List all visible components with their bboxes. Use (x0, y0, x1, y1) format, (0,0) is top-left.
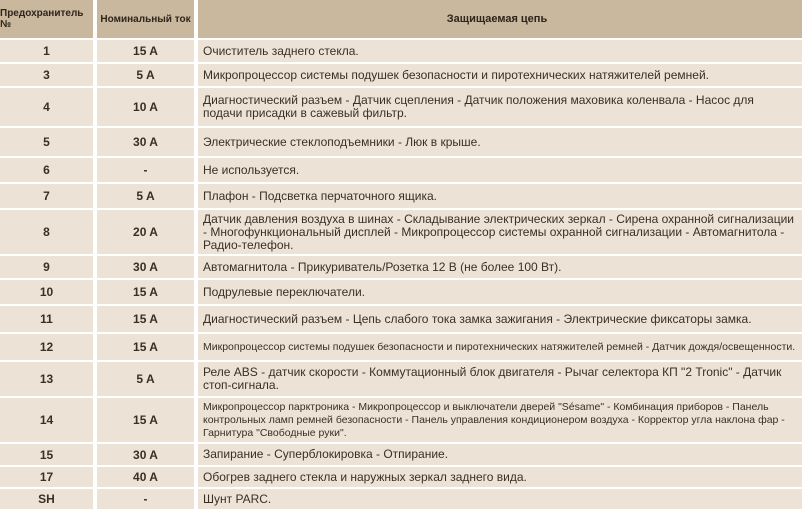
table-row (0, 467, 802, 487)
circuit-text: Диагностический разъем - Датчик сцепления - Датчик положения маховика коленвала - Насос для подачи присадки в сажевый фильтр. (203, 93, 754, 120)
fuse-circuit (198, 306, 802, 332)
circuit-text: Микропроцессор системы подушек безопасности и пиротехнических натяжителей ремней - Датчик дождя/освещенности. (203, 340, 796, 353)
fuse-circuit (198, 128, 802, 156)
fuse-number: 8 (0, 210, 93, 254)
table-row (0, 158, 802, 182)
fuse-circuit (198, 489, 802, 509)
circuit-text: Не используется. (203, 162, 300, 177)
fuse-number: 4 (0, 88, 93, 126)
fuse-circuit (198, 158, 802, 182)
fuse-number: 13 (0, 362, 93, 396)
fuse-rating: 10 A (97, 88, 194, 126)
fuse-rating: - (97, 489, 194, 509)
fuse-rating: 5 A (97, 362, 194, 396)
circuit-text: Автомагнитола - Прикуриватель/Розетка 12 В (не более 100 Вт). (203, 259, 562, 274)
fuse-circuit (198, 88, 802, 126)
fuse-circuit (198, 210, 802, 254)
fuse-rating: 15 A (97, 40, 194, 62)
fuse-rating: 30 A (97, 128, 194, 156)
fuse-number: 15 (0, 444, 93, 465)
table-row (0, 128, 802, 156)
circuit-text: Микропроцессор системы подушек безопасности и пиротехнических натяжителей ремней. (203, 67, 709, 82)
fuse-circuit (198, 362, 802, 396)
fuse-rating: 5 A (97, 184, 194, 208)
fuse-circuit (198, 280, 802, 304)
circuit-text: Очиститель заднего стекла. (203, 43, 359, 58)
table-row (0, 256, 802, 278)
table-row (0, 489, 802, 509)
table-row (0, 88, 802, 126)
circuit-text: Запирание - Суперблокировка - Отпирание. (203, 447, 449, 461)
fuse-circuit (198, 64, 802, 86)
fuse-rating: 30 A (97, 256, 194, 278)
circuit-text: Датчик давления воздуха в шинах - Складывание электрических зеркал - Сирена охранной сигнализации - Многофункциональный дисплей - Микропроцессор системы охранной сигнализации - Автомагнитола - Радио-телефон. (203, 211, 795, 252)
fuse-circuit (198, 40, 802, 62)
table-row (0, 210, 802, 254)
fuse-rating: - (97, 158, 194, 182)
table-row (0, 444, 802, 465)
fuse-rating: 15 A (97, 398, 194, 442)
circuit-text: Диагностический разъем - Цепь слабого тока замка зажигания - Электрические фиксаторы замка. (203, 311, 752, 326)
table-row (0, 184, 802, 208)
circuit-text: Шунт PARC. (203, 491, 272, 506)
fuse-number: 9 (0, 256, 93, 278)
circuit-text: Подрулевые переключатели. (203, 284, 365, 299)
fuse-number: 11 (0, 306, 93, 332)
fuse-rating: 40 A (97, 467, 194, 487)
fuse-number: 3 (0, 64, 93, 86)
table-row (0, 64, 802, 86)
fuse-number: 7 (0, 184, 93, 208)
fuse-number: 5 (0, 128, 93, 156)
table-row (0, 398, 802, 442)
fuse-circuit (198, 398, 802, 442)
fuse-number: 6 (0, 158, 93, 182)
table-row (0, 40, 802, 62)
table-row (0, 334, 802, 360)
fuse-number: 17 (0, 467, 93, 487)
table-row (0, 280, 802, 304)
circuit-text: Реле ABS - датчик скорости - Коммутационный блок двигателя - Рычаг селектора КП "2 Tronic" - Датчик стоп-сигнала. (203, 365, 782, 392)
circuit-text: Обогрев заднего стекла и наружных зеркал заднего вида. (203, 469, 527, 484)
fuse-rating: 15 A (97, 306, 194, 332)
fuse-circuit (198, 334, 802, 360)
fuse-circuit (198, 184, 802, 208)
fuse-number: 14 (0, 398, 93, 442)
fuse-number: 12 (0, 334, 93, 360)
header-circuit: Защищаемая цепь (198, 0, 802, 38)
table-row (0, 306, 802, 332)
fuse-rating: 20 A (97, 210, 194, 254)
fuse-circuit (198, 444, 802, 465)
fuse-circuit (198, 256, 802, 278)
fuse-number: 10 (0, 280, 93, 304)
fuse-number: 1 (0, 40, 93, 62)
fuse-rating: 15 A (97, 334, 194, 360)
fuse-circuit (198, 467, 802, 487)
table-row (0, 362, 802, 396)
table-header (0, 0, 802, 38)
circuit-text: Плафон - Подсветка перчаточного ящика. (203, 188, 437, 203)
fuse-rating: 5 A (97, 64, 194, 86)
header-fuse: Предохранитель № (0, 0, 93, 38)
fuse-rating: 15 A (97, 280, 194, 304)
header-rating: Номинальный ток (97, 0, 194, 38)
fuse-number: SH (0, 489, 93, 509)
circuit-text: Микропроцессор парктроника - Микропроцессор и выключатели дверей "Sésame" - Комбинация приборов - Панель контрольных ламп ремней безопасности - Панель управления кондиционером воздуха - Корректор угла наклона фар - Гарнитура "Свободные руки". (203, 400, 785, 439)
circuit-text: Электрические стеклоподъемники - Люк в крыше. (203, 134, 481, 149)
fuse-rating: 30 A (97, 444, 194, 465)
